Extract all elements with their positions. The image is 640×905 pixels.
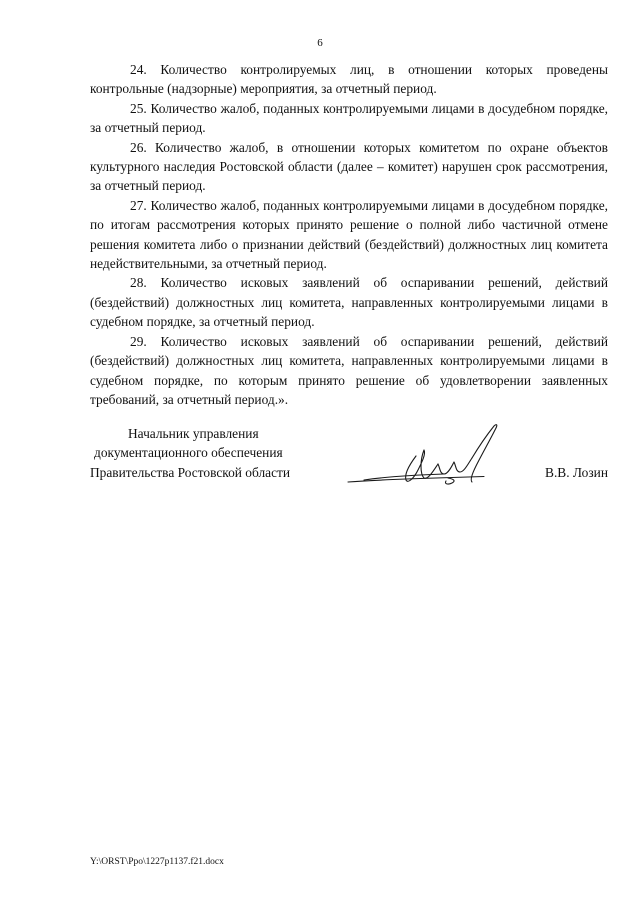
signer-name: В.В. Лозин	[545, 464, 608, 480]
paragraph-item-28: 28. Количество исковых заявлений об оспаривании решений, действий (бездействий) должностных лиц комитета, направленных контролируемыми лицами в судебном порядке, за отчетный период.	[90, 275, 608, 330]
signer-position-line-2: документационного обеспечения	[94, 445, 283, 461]
page-number: 6	[317, 37, 323, 49]
handwritten-signature	[344, 420, 514, 498]
document-body	[90, 60, 608, 409]
paragraph-item-29: 29. Количество исковых заявлений об оспаривании решений, действий (бездействий) должностных лиц комитета, направленных контролируемыми лицами в судебном порядке, по которым принято решение об удовлетворении заявленных требований, за отчетный период.».	[90, 333, 608, 407]
paragraph-item-26: 26. Количество жалоб, в отношении которых комитетом по охране объектов культурного наследия Ростовской области (далее – комитет) нарушен срок рассмотрения, за отчетный период.	[90, 139, 608, 194]
paragraph-item-25: 25. Количество жалоб, поданных контролируемыми лицами в досудебном порядке, за отчетный период.	[90, 100, 608, 136]
paragraph-item-24: 24. Количество контролируемых лиц, в отношении которых проведены контрольные (надзорные) мероприятия, за отчетный период.	[90, 62, 608, 97]
paragraph-item-27: 27. Количество жалоб, поданных контролируемыми лицами в досудебном порядке, по итогам рассмотрения которых принято решение о полной либо частичной отмене решения комитета либо о признании действий (бездействий) должностных лиц комитета недействительными, за отчетный период.	[90, 197, 608, 272]
footer-file-path: Y:\ORST\Ppo\1227p1137.f21.docx	[90, 857, 224, 867]
signer-position-line-3: Правительства Ростовской области	[90, 464, 291, 480]
signer-position-line-1: Начальник управления	[128, 426, 259, 441]
